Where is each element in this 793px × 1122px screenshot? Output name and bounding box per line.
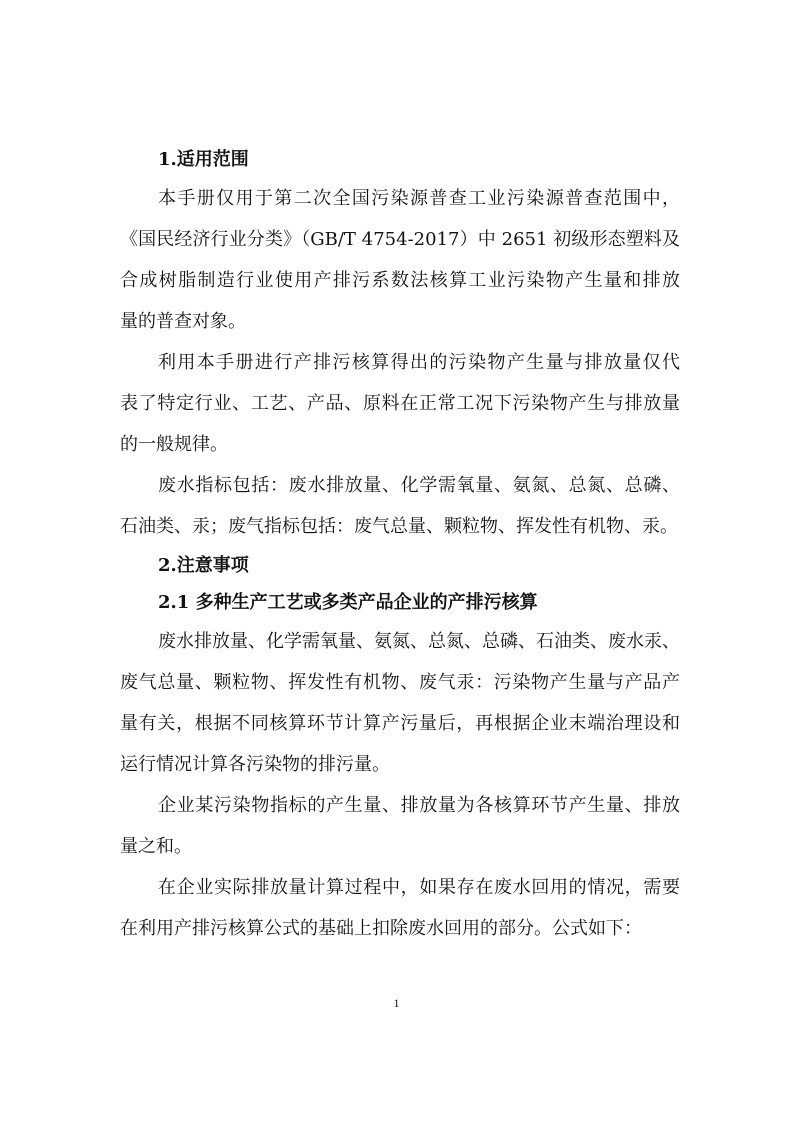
paragraph-notes-3 bbox=[120, 867, 680, 949]
text-line: 表了特定行业、工艺、产品、原料在正常工况下污染物产生与排放量 bbox=[120, 393, 680, 414]
paragraph-notes-2 bbox=[120, 785, 680, 867]
text-line: 量有关，根据不同核算环节计算产污量后，再根据企业末端治理设和 bbox=[120, 713, 680, 734]
text-line: 企业某污染物指标的产生量、排放量为各核算环节产生量、排放 bbox=[158, 795, 680, 816]
paragraph-scope-2 bbox=[120, 342, 680, 465]
text-line: 在企业实际排放量计算过程中，如果存在废水回用的情况，需要 bbox=[158, 877, 680, 898]
paragraph-notes-1 bbox=[120, 621, 680, 785]
paragraph-scope-3 bbox=[120, 465, 680, 547]
text-line: 废气总量、颗粒物、挥发性有机物、废气汞：污染物产生量与产品产 bbox=[120, 672, 680, 693]
page-content bbox=[120, 141, 680, 949]
subsection-heading-multi-process: 2.1 多种生产工艺或多类产品企业的产排污核算 bbox=[158, 592, 538, 613]
text-line: 《国民经济行业分类》（GB/T 4754-2017）中 2651 初级形态塑料及 bbox=[120, 229, 680, 250]
page-number: 1 bbox=[393, 996, 400, 1010]
section-heading-scope: 1.适用范围 bbox=[158, 149, 249, 170]
text-line: 废水指标包括：废水排放量、化学需氧量、氨氮、总氮、总磷、 bbox=[158, 475, 680, 496]
text-line: 的一般规律。 bbox=[120, 434, 228, 455]
text-line: 量之和。 bbox=[120, 836, 192, 857]
text-line: 运行情况计算各污染物的排污量。 bbox=[120, 754, 390, 775]
section-heading-notes: 2.注意事项 bbox=[158, 555, 249, 576]
text-line: 本手册仅用于第二次全国污染源普查工业污染源普查范围中， bbox=[158, 188, 680, 209]
text-line: 合成树脂制造行业使用产排污系数法核算工业污染物产生量和排放 bbox=[120, 270, 680, 291]
text-line: 废水排放量、化学需氧量、氨氮、总氮、总磷、石油类、废水汞、 bbox=[158, 631, 680, 652]
paragraph-scope-1 bbox=[120, 178, 680, 342]
text-line: 在利用产排污核算公式的基础上扣除废水回用的部分。公式如下： bbox=[120, 918, 642, 939]
text-line: 利用本手册进行产排污核算得出的污染物产生量与排放量仅代 bbox=[158, 352, 680, 373]
text-line: 石油类、汞；废气指标包括：废气总量、颗粒物、挥发性有机物、汞。 bbox=[120, 516, 678, 537]
text-line: 量的普查对象。 bbox=[120, 311, 246, 332]
